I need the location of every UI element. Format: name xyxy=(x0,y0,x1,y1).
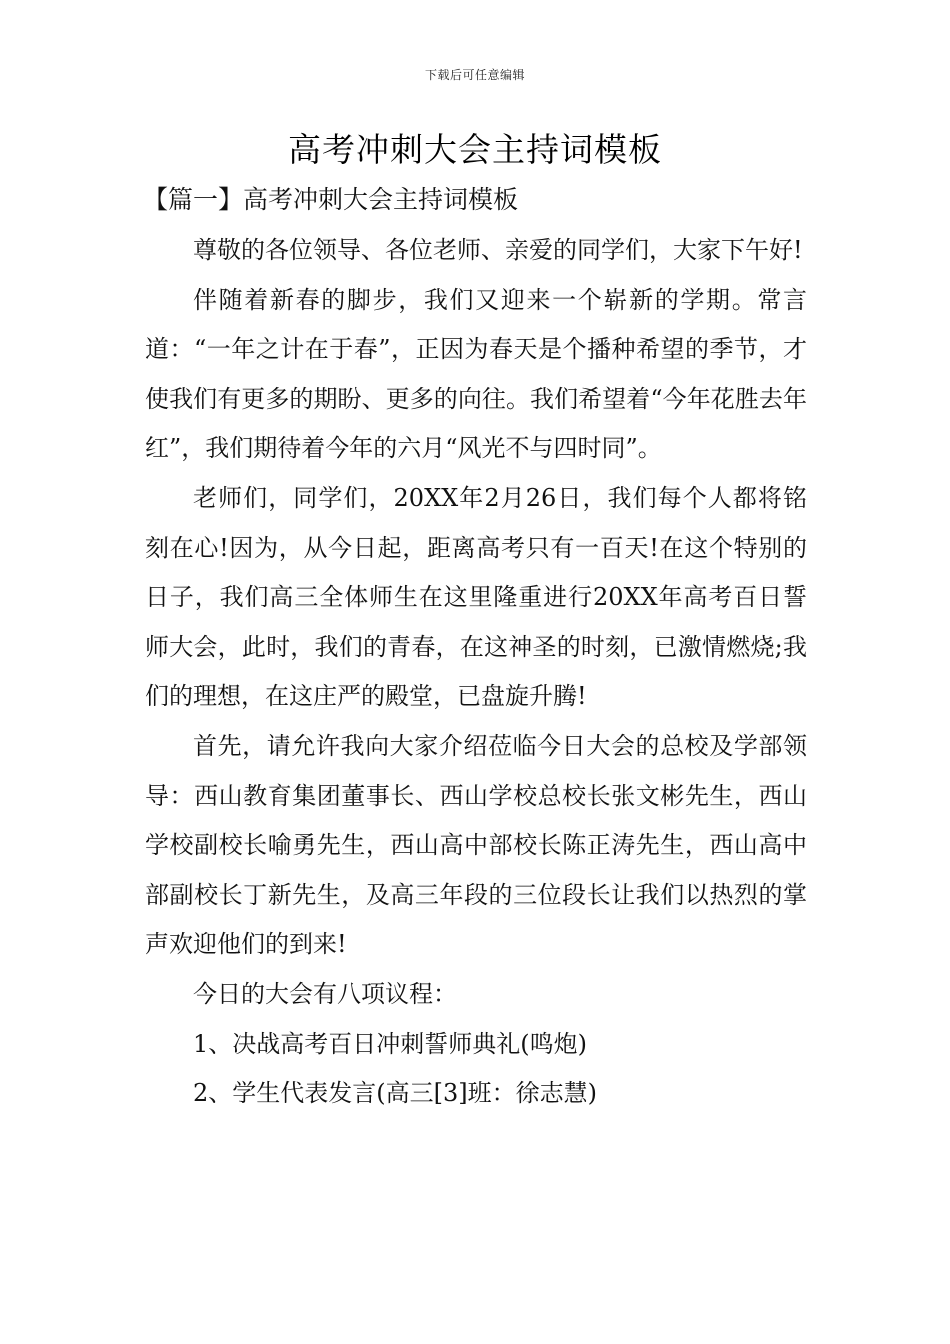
paragraph-spring: 伴随着新春的脚步，我们又迎来一个崭新的学期。常言道：“一年之计在于春”，正因为春天是个播种希望的季节，才使我们有更多的期盼、更多的向往。我们希望着“今年花胜去年红”，我们期待着今年的六月“风光不与四时同”。 xyxy=(145,285,807,463)
agenda-item-2: 2、学生代表发言(高三[3]班：徐志慧) xyxy=(193,1079,597,1108)
paragraph-countdown: 老师们，同学们，20XX年2月26日，我们每个人都将铭刻在心!因为，从今日起，距离高考只有一百天!在这个特别的日子，我们高三全体师生在这里隆重进行20XX年高考百日誓师大会，此时，我们的青春，在这神圣的时刻，已激情燃烧;我们的理想，在这庄严的殿堂，已盘旋升腾! xyxy=(145,483,807,711)
paragraph-introduction: 首先，请允许我向大家介绍莅临今日大会的总校及学部领导：西山教育集团董事长、西山学校总校长张文彬先生，西山学校副校长喻勇先生，西山高中部校长陈正涛先生，西山高中部副校长丁新先生，及高三年段的三位段长让我们以热烈的掌声欢迎他们的到来! xyxy=(145,731,807,959)
paragraph-agenda-intro: 今日的大会有八项议程： xyxy=(193,979,457,1008)
page-header-note: 下载后可任意编辑 xyxy=(424,68,525,82)
document-title: 高考冲刺大会主持词模板 xyxy=(288,130,662,169)
section-heading: 【篇一】高考冲刺大会主持词模板 xyxy=(143,185,519,214)
document-body xyxy=(145,180,807,1119)
agenda-item-1: 1、决战高考百日冲刺誓师典礼(鸣炮) xyxy=(193,1029,587,1058)
paragraph-greeting: 尊敬的各位领导、各位老师、亲爱的同学们，大家下午好! xyxy=(193,236,803,264)
